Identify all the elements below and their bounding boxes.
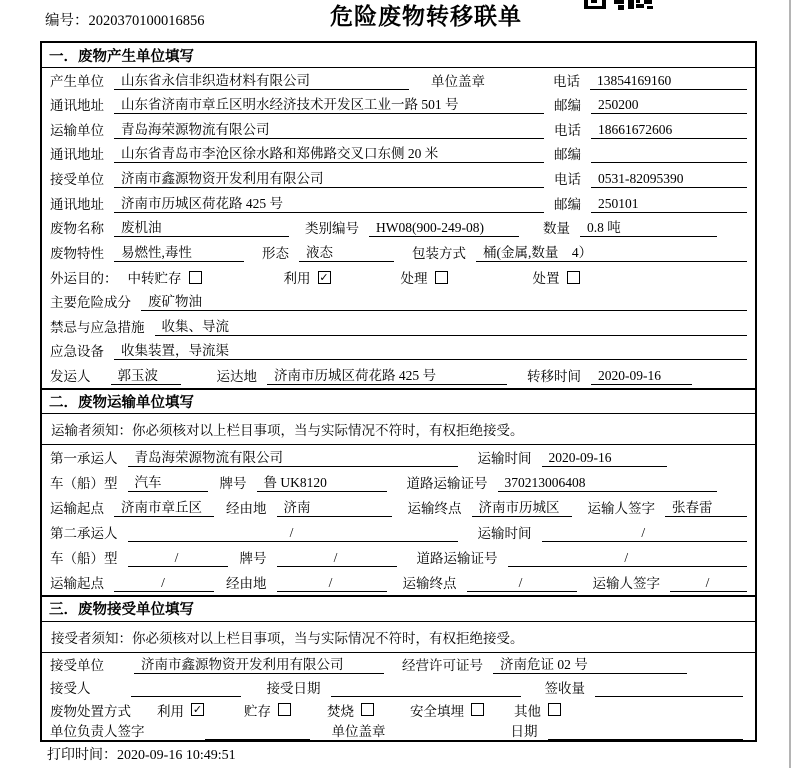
field-value: 济南市历城区 — [472, 496, 572, 517]
checkbox-label: 利用 — [283, 271, 311, 287]
field-value: 青岛海荣源物流有限公司 — [114, 118, 544, 139]
field-label: 运输终点 — [407, 500, 462, 516]
field-value: HW08(900-249-08) — [369, 220, 519, 237]
field-label: 道路运输证号 — [406, 475, 488, 491]
checkbox-checked-icon: ✓ — [192, 703, 203, 717]
field-value: 废矿物油 — [141, 290, 747, 311]
checkbox-group — [244, 700, 291, 720]
page-title: 危险废物转移联单 — [330, 3, 522, 29]
field-value: 山东省永信非织造材料有限公司 — [114, 69, 409, 90]
field-label: 第一承运人 — [50, 450, 118, 466]
checkbox-unchecked-icon — [361, 703, 374, 716]
field-value: / — [128, 525, 458, 542]
checkbox-group — [533, 267, 580, 287]
field-label: 经营许可证号 — [402, 657, 483, 673]
field-label: 单位盖章 — [431, 73, 485, 89]
checkbox-label: 利用 — [157, 703, 184, 719]
field-value: / — [128, 550, 228, 567]
form-row — [42, 216, 755, 241]
field-label: 运输起点 — [50, 500, 104, 516]
field-value: 济南市历城区荷花路 425 号 — [114, 192, 544, 213]
field-value: 张春雷 — [665, 496, 747, 517]
field-label: 运输人签字 — [587, 500, 655, 516]
field-label: 通讯地址 — [50, 147, 104, 163]
field-label: 主要危险成分 — [50, 294, 131, 310]
field-label: 数量 — [543, 221, 570, 237]
section2-notice: 运输者须知：你必须核对以上栏目事项，当与实际情况不符时，有权拒绝接受。 — [42, 414, 755, 445]
field-value: 18661672606 — [591, 122, 747, 139]
field-value: / — [467, 575, 577, 592]
field-label: 邮编 — [554, 196, 581, 212]
checkbox-group — [284, 267, 331, 287]
field-value: 13854169160 — [590, 73, 747, 90]
form-row — [42, 339, 755, 364]
checkbox-group — [128, 267, 202, 287]
field-value: 济南市鑫源物资开发利用有限公司 — [134, 653, 384, 674]
field-label: 发运人 — [50, 368, 91, 384]
print-time-value: 2020-09-16 10:49:51 — [117, 748, 236, 763]
field-label: 电话 — [553, 73, 580, 89]
field-label: 牌号 — [239, 550, 267, 566]
field-value: 济南市章丘区 — [114, 496, 214, 517]
field-label: 单位盖章 — [331, 723, 386, 739]
field-label: 运输时间 — [477, 525, 532, 541]
field-label: 产生单位 — [50, 73, 104, 89]
field-label: 形态 — [262, 245, 289, 261]
form-row — [42, 363, 755, 388]
field-label: 车（船）型 — [50, 475, 118, 491]
field-value: 青岛海荣源物流有限公司 — [128, 446, 458, 467]
field-value: 液态 — [299, 241, 394, 262]
field-value: / — [542, 525, 748, 542]
print-time — [47, 744, 236, 764]
checkbox-label: 中转贮存 — [127, 271, 182, 287]
field-label: 包装方式 — [412, 245, 466, 261]
field-value: 0.8 吨 — [580, 216, 717, 237]
field-label: 禁忌与应急措施 — [50, 319, 145, 335]
field-value: 山东省青岛市李沧区徐水路和郑佛路交叉口东侧 20 米 — [114, 142, 544, 163]
serial-value: 2020370100016856 — [88, 13, 205, 29]
field-value: 2020-09-16 — [542, 450, 668, 467]
field-value: 济南市历城区荷花路 425 号 — [267, 364, 507, 385]
form-row — [42, 570, 755, 595]
field-label: 接受日期 — [266, 680, 321, 696]
field-label: 日期 — [510, 723, 538, 739]
page-edge-divider — [789, 0, 791, 768]
field-label: 外运目的： — [50, 271, 118, 287]
checkbox-unchecked-icon — [189, 271, 202, 284]
field-value: 汽车 — [128, 471, 208, 492]
form-row — [42, 68, 755, 93]
field-value — [131, 696, 241, 697]
field-value: 0531-82095390 — [591, 171, 747, 188]
field-label: 电话 — [554, 122, 581, 138]
field-label: 车（船）型 — [50, 550, 118, 566]
field-label: 运输人签字 — [592, 575, 660, 591]
field-label: 签收量 — [544, 680, 585, 696]
field-label: 废物处置方式 — [50, 703, 131, 719]
section3-notice: 接受者须知：你必须核对以上栏目事项，当与实际情况不符时，有权拒绝接受。 — [42, 622, 755, 653]
checkbox-label: 处理 — [400, 271, 428, 287]
checkbox-group — [157, 700, 204, 720]
form-row — [42, 470, 755, 495]
form-row — [42, 520, 755, 545]
form-row — [42, 677, 755, 700]
field-value: 370213006408 — [498, 475, 718, 492]
field-label: 经由地 — [226, 575, 267, 591]
qr-code-fragment-icon — [578, 0, 656, 11]
field-value — [205, 739, 310, 740]
field-label: 废物特性 — [50, 245, 104, 261]
form-row — [42, 445, 755, 470]
field-value: 济南危证 02 号 — [493, 653, 687, 674]
field-value — [595, 696, 743, 697]
section2-rows — [42, 445, 755, 595]
form-row — [42, 117, 755, 142]
form-row — [42, 191, 755, 216]
field-value: 收集、导流 — [155, 315, 748, 336]
form-row — [42, 142, 755, 167]
field-label: 道路运输证号 — [416, 550, 498, 566]
field-value — [331, 696, 521, 697]
checkbox-unchecked-icon — [471, 703, 484, 716]
checkbox-group — [327, 700, 374, 720]
field-value: / — [277, 550, 397, 567]
form-row — [42, 653, 755, 677]
form-row — [42, 289, 755, 314]
checkbox-group — [401, 267, 448, 287]
serial-label: 编号： — [45, 13, 89, 29]
field-value: 鲁 UK8120 — [257, 471, 387, 492]
field-value: 收集装置，导流渠 — [114, 339, 747, 360]
field-value: 废机油 — [114, 216, 289, 237]
serial-number — [45, 9, 205, 30]
section1-header: 一．废物产生单位填写 — [42, 43, 755, 68]
checkbox-checked-icon: ✓ — [319, 270, 329, 284]
field-value: 2020-09-16 — [591, 368, 692, 385]
field-label: 运达地 — [216, 368, 257, 384]
field-label: 第二承运人 — [50, 525, 118, 541]
section2-header: 二．废物运输单位填写 — [42, 388, 755, 414]
field-value: / — [277, 575, 387, 592]
checkbox-unchecked-icon — [548, 703, 561, 716]
field-label: 电话 — [554, 171, 581, 187]
form-row — [42, 700, 755, 720]
checkbox-unchecked-icon — [435, 271, 448, 284]
field-value: / — [114, 575, 214, 592]
field-value — [591, 162, 747, 163]
checkbox-label: 焚烧 — [327, 703, 354, 719]
field-value: 250101 — [591, 196, 747, 213]
field-value: 250200 — [591, 97, 747, 114]
form-row — [42, 265, 755, 290]
checkbox-label: 其他 — [514, 703, 541, 719]
checkbox-group — [514, 700, 561, 720]
form-row — [42, 166, 755, 191]
print-time-label: 打印时间： — [47, 748, 117, 763]
field-value: 易燃性,毒性 — [114, 241, 244, 262]
field-label: 单位负责人签字 — [50, 723, 145, 739]
field-value: 桶(金属,数量 4） — [476, 241, 747, 262]
field-label: 接受人 — [50, 680, 91, 696]
checkbox-unchecked-icon — [278, 703, 291, 716]
field-label: 通讯地址 — [50, 196, 104, 212]
field-label: 运输时间 — [477, 450, 532, 466]
field-label: 应急设备 — [50, 344, 104, 360]
checkbox-label: 安全填埋 — [410, 703, 464, 719]
field-label: 转移时间 — [527, 368, 581, 384]
field-value — [548, 739, 744, 740]
field-label: 类别编号 — [305, 221, 359, 237]
field-label: 牌号 — [219, 475, 247, 491]
field-label: 通讯地址 — [50, 98, 104, 114]
field-value: 山东省济南市章丘区明水经济技术开发区工业一路 501 号 — [114, 93, 544, 114]
checkbox-unchecked-icon — [567, 271, 580, 284]
form-row — [42, 545, 755, 570]
section1-rows — [42, 68, 755, 388]
field-value: 郭玉波 — [111, 364, 181, 385]
checkbox-label: 处置 — [532, 271, 560, 287]
checkbox-group — [410, 700, 484, 720]
form-row — [42, 314, 755, 339]
form-row — [42, 93, 755, 118]
form-row — [42, 720, 755, 743]
field-value: 济南 — [277, 496, 392, 517]
form-row — [42, 240, 755, 265]
field-label: 废物名称 — [50, 221, 104, 237]
field-label: 接受单位 — [50, 657, 104, 673]
field-value: / — [508, 550, 748, 567]
field-label: 运输起点 — [50, 575, 104, 591]
form-row — [42, 495, 755, 520]
section3-header: 三．废物接受单位填写 — [42, 595, 755, 622]
field-label: 运输终点 — [402, 575, 457, 591]
checkbox-label: 贮存 — [244, 703, 271, 719]
section3-rows — [42, 653, 755, 743]
transfer-form — [40, 41, 757, 742]
field-value: / — [670, 575, 747, 592]
field-label: 经由地 — [226, 500, 267, 516]
field-label: 接受单位 — [50, 171, 104, 187]
field-value: 济南市鑫源物资开发利用有限公司 — [114, 167, 544, 188]
field-label: 运输单位 — [50, 122, 104, 138]
field-label: 邮编 — [554, 98, 581, 114]
field-label: 邮编 — [554, 147, 581, 163]
